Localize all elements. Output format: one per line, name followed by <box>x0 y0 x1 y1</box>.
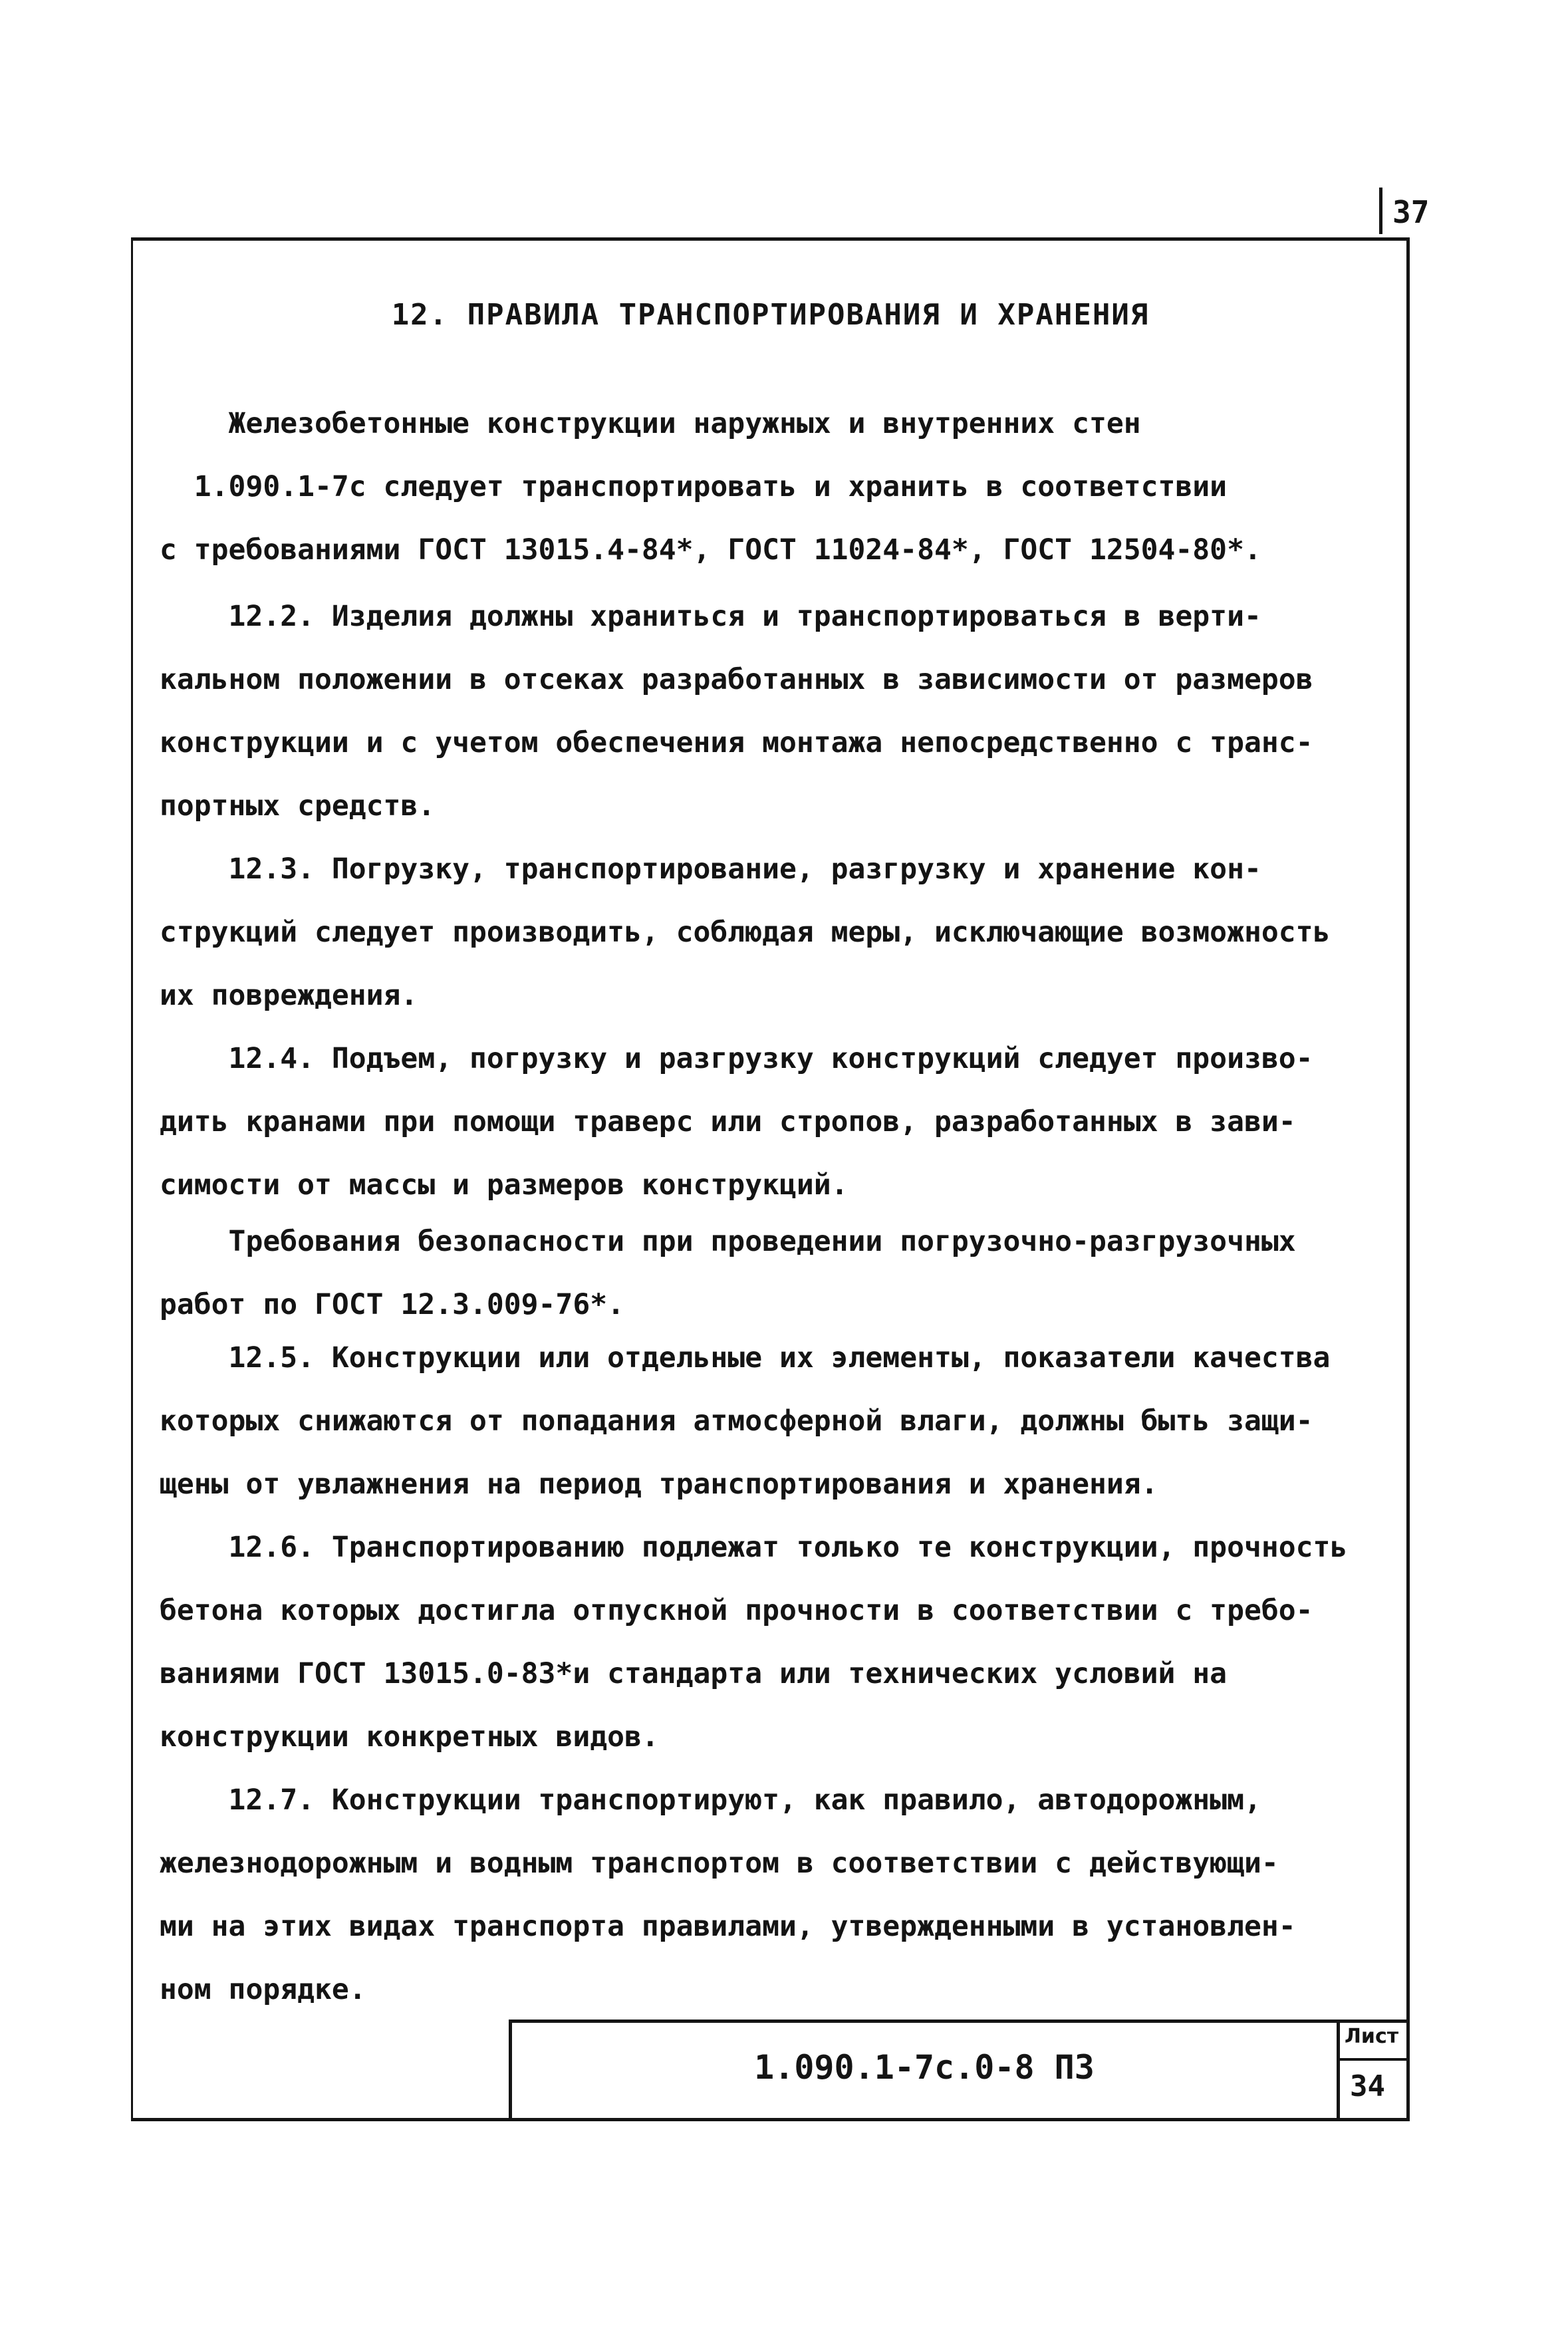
paragraph-12-6: 12.6. Транспортированию подлежат только те конструкции, прочность бетона которых достигла отпускной прочности в соответствии с требо- ваниями ГОСТ 13015.0-83*и стандарта или технических условий на конструкции конкретных видов. <box>160 1531 1348 1754</box>
paragraph-12-3: 12.3. Погрузку, транспортирование, разгрузку и хранение кон- струкций следует производить, соблюдая меры, исключающие возможность их повреждения. <box>160 852 1331 1012</box>
intro-paragraph: Железобетонные конструкции наружных и внутренних стен 1.090.1-7с следует транспортировать и хранить в соответствии с требованиями ГОСТ 13015.4-84*, ГОСТ 11024-84*, ГОСТ 12504-80*. <box>160 407 1261 567</box>
sheet-number: 37 <box>1392 194 1430 230</box>
paragraph-12-7: 12.7. Конструкции транспортируют, как правило, автодорожным, железнодорожным и водным транспортом в соответствии с действующи- ми на этих видах транспорта правилами, утвержденными в установлен- ном порядке. <box>160 1783 1296 2006</box>
paragraph-12-5: 12.5. Конструкции или отдельные их элементы, показатели качества которых снижаются от попадания атмосферной влаги, должны быть защи- щены от увлажнения на период транспортирования и хранения. <box>160 1341 1331 1501</box>
sheet-cell-divider <box>1337 2058 1410 2061</box>
paragraph-12-4: 12.4. Подъем, погрузку и разгрузку конструкций следует произво- дить кранами при помощи траверс или стропов, разработанных в зави- симости от массы и размеров конструкций. <box>160 1042 1313 1202</box>
section-title: 12. ПРАВИЛА ТРАНСПОРТИРОВАНИЯ И ХРАНЕНИЯ <box>391 298 1150 332</box>
paragraph-12-2: 12.2. Изделия должны храниться и транспортироваться в верти- кальном положении в отсеках разработанных в зависимости от размеров конструкции и с учетом обеспечения монтажа непосредственно с транс- портных средств. <box>160 600 1313 823</box>
document-code: 1.090.1-7с.0-8 ПЗ <box>754 2048 1095 2087</box>
paragraph-safety: Требования безопасности при проведении погрузочно-разгрузочных работ по ГОСТ 12.3.009-76*. <box>160 1225 1296 1321</box>
sheet-label: Лист <box>1345 2025 1399 2048</box>
sheet-number-tick <box>1379 188 1382 234</box>
sheet-page-number: 34 <box>1350 2069 1385 2103</box>
